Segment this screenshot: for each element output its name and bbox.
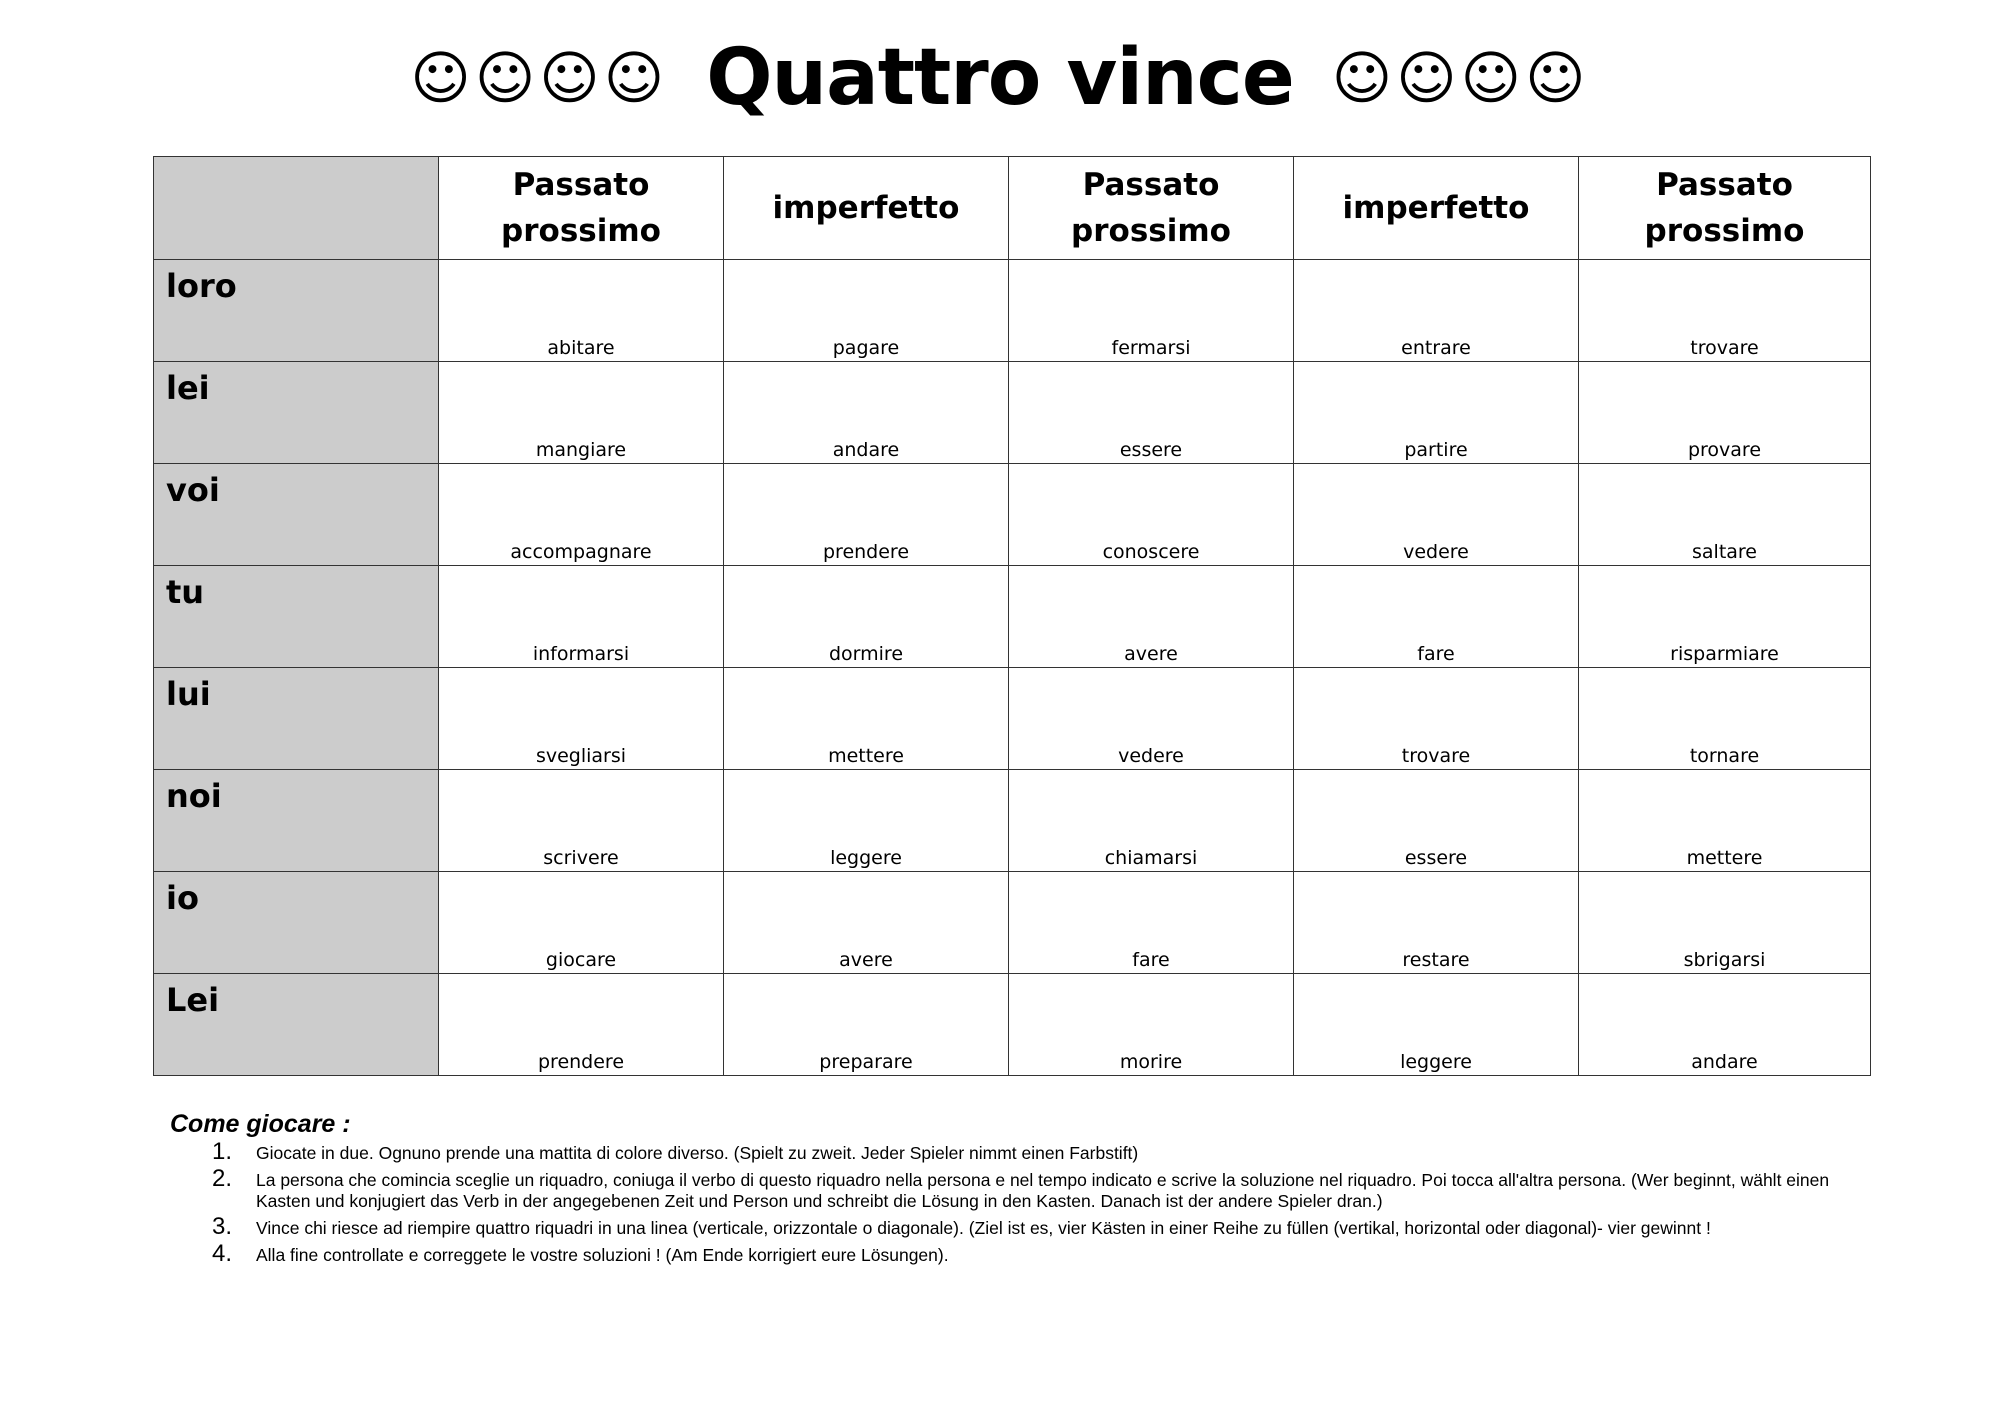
person-label: lui bbox=[166, 675, 211, 713]
verb-label: essere bbox=[1119, 439, 1183, 461]
verb-label: leggere bbox=[830, 847, 902, 869]
game-grid bbox=[153, 156, 1871, 1076]
verb-label: fare bbox=[1132, 949, 1170, 971]
person-label: voi bbox=[166, 471, 220, 509]
verb-label: abitare bbox=[547, 337, 615, 359]
verb-cell[interactable] bbox=[1579, 362, 1871, 464]
verb-cell[interactable] bbox=[724, 260, 1009, 362]
grid-row-loro bbox=[154, 260, 1871, 362]
verb-label: tornare bbox=[1689, 745, 1760, 767]
verb-cell[interactable] bbox=[1579, 260, 1871, 362]
verb-cell[interactable] bbox=[1579, 668, 1871, 770]
person-label: Lei bbox=[166, 981, 220, 1019]
verb-label: mangiare bbox=[535, 439, 627, 461]
instructions bbox=[170, 1107, 1880, 1272]
verb-label: leggere bbox=[1400, 1051, 1472, 1073]
corner-cell bbox=[154, 157, 439, 260]
grid-row-tu bbox=[154, 566, 1871, 668]
verb-label: partire bbox=[1404, 439, 1468, 461]
person-label: loro bbox=[166, 267, 237, 305]
instruction-text: Alla fine controllate e correggete le vostre soluzioni ! (Am Ende korrigiert eure Lösungen). bbox=[256, 1245, 949, 1265]
verb-cell[interactable] bbox=[439, 362, 724, 464]
grid-row-voi bbox=[154, 464, 1871, 566]
verb-cell[interactable] bbox=[1009, 260, 1294, 362]
verb-label: vedere bbox=[1403, 541, 1469, 563]
person-label: tu bbox=[166, 573, 205, 611]
verb-cell[interactable] bbox=[724, 362, 1009, 464]
tense-header: imperfetto bbox=[724, 157, 1009, 260]
instruction-item bbox=[170, 1165, 1880, 1212]
person-cell bbox=[154, 872, 439, 974]
tense-header: Passato prossimo bbox=[1009, 157, 1294, 260]
verb-label: pagare bbox=[832, 337, 900, 359]
instruction-number: 1. bbox=[212, 1138, 233, 1165]
verb-label: provare bbox=[1687, 439, 1762, 461]
instruction-number: 3. bbox=[212, 1213, 233, 1240]
instruction-text: La persona che comincia sceglie un riquadro, coniuga il verbo di questo riquadro nella persona e nel tempo indicato e scrive la soluzione nel riquadro. Poi tocca all'altra persona. (Wer beginnt, wählt einen Kasten und konjugiert das Verb in der angegebenen Zeit und Person und schreibt die Lösung in den Kasten. Danach ist der andere Spieler dran.) bbox=[256, 1170, 1830, 1211]
verb-cell[interactable] bbox=[1009, 566, 1294, 668]
verb-label: informarsi bbox=[532, 643, 630, 665]
verb-label: trovare bbox=[1690, 337, 1759, 359]
title-text: Quattro vince bbox=[706, 33, 1294, 123]
instructions-heading: Come giocare : bbox=[170, 1110, 351, 1138]
verb-label: mettere bbox=[828, 745, 904, 767]
verb-cell[interactable] bbox=[439, 464, 724, 566]
person-label: lei bbox=[166, 369, 210, 407]
verb-cell[interactable] bbox=[1009, 770, 1294, 872]
verb-label: restare bbox=[1402, 949, 1470, 971]
verb-label: saltare bbox=[1692, 541, 1757, 563]
header-row bbox=[154, 157, 1871, 260]
verb-label: andare bbox=[832, 439, 900, 461]
verb-cell[interactable] bbox=[724, 872, 1009, 974]
verb-cell[interactable] bbox=[439, 872, 724, 974]
verb-label: scrivere bbox=[543, 847, 619, 869]
instruction-text: Giocate in due. Ognuno prende una mattita di colore diverso. (Spielt zu zweit. Jeder Spieler nimmt einen Farbstift) bbox=[256, 1143, 1139, 1163]
instructions-list bbox=[170, 1138, 1880, 1267]
grid-row-Lei bbox=[154, 974, 1871, 1076]
verb-label: fare bbox=[1417, 643, 1455, 665]
verb-cell[interactable] bbox=[1579, 872, 1871, 974]
verb-label: morire bbox=[1119, 1051, 1183, 1073]
verb-label: prendere bbox=[537, 1051, 625, 1073]
person-cell bbox=[154, 566, 439, 668]
instruction-item bbox=[170, 1138, 1880, 1165]
grid-row-lei bbox=[154, 362, 1871, 464]
verb-cell[interactable] bbox=[724, 566, 1009, 668]
verb-label: chiamarsi bbox=[1104, 847, 1198, 869]
verb-label: entrare bbox=[1401, 337, 1471, 359]
verb-cell[interactable] bbox=[1294, 464, 1579, 566]
person-cell bbox=[154, 362, 439, 464]
tense-header: imperfetto bbox=[1294, 157, 1579, 260]
verb-cell[interactable] bbox=[724, 464, 1009, 566]
verb-cell[interactable] bbox=[724, 668, 1009, 770]
instruction-item bbox=[170, 1213, 1880, 1240]
grid-row-noi bbox=[154, 770, 1871, 872]
verb-cell[interactable] bbox=[1009, 464, 1294, 566]
verb-label: mettere bbox=[1686, 847, 1763, 869]
verb-label: dormire bbox=[828, 643, 904, 665]
verb-label: accompagnare bbox=[510, 541, 652, 563]
instruction-number: 4. bbox=[212, 1240, 233, 1267]
verb-cell[interactable] bbox=[1009, 872, 1294, 974]
verb-cell[interactable] bbox=[439, 668, 724, 770]
instruction-text: Vince chi riesce ad riempire quattro riquadri in una linea (verticale, orizzontale o diagonale). (Ziel ist es, vier Kästen in einer Reihe zu füllen (vertikal, horizontal oder diagonal)- vier gewinnt ! bbox=[256, 1218, 1711, 1238]
person-cell bbox=[154, 770, 439, 872]
verb-cell[interactable] bbox=[1009, 362, 1294, 464]
verb-cell[interactable] bbox=[1579, 770, 1871, 872]
verb-cell[interactable] bbox=[724, 974, 1009, 1076]
person-cell bbox=[154, 464, 439, 566]
verb-cell[interactable] bbox=[1294, 566, 1579, 668]
tense-header: Passato prossimo bbox=[439, 157, 724, 260]
verb-label: fermarsi bbox=[1111, 337, 1191, 359]
verb-label: risparmiare bbox=[1670, 643, 1779, 665]
verb-label: giocare bbox=[545, 949, 617, 971]
instruction-item bbox=[170, 1240, 1880, 1267]
verb-cell[interactable] bbox=[1294, 260, 1579, 362]
verb-label: avere bbox=[839, 949, 893, 971]
person-cell bbox=[154, 974, 439, 1076]
verb-cell[interactable] bbox=[1294, 770, 1579, 872]
verb-label: svegliarsi bbox=[535, 745, 627, 767]
verb-label: vedere bbox=[1118, 745, 1184, 767]
verb-cell[interactable] bbox=[439, 770, 724, 872]
verb-label: andare bbox=[1691, 1051, 1758, 1073]
grid-row-lui bbox=[154, 668, 1871, 770]
verb-cell[interactable] bbox=[724, 770, 1009, 872]
verb-cell[interactable] bbox=[1294, 974, 1579, 1076]
verb-cell[interactable] bbox=[1009, 974, 1294, 1076]
verb-label: conoscere bbox=[1102, 541, 1200, 563]
verb-cell[interactable] bbox=[1009, 668, 1294, 770]
verb-label: sbrigarsi bbox=[1683, 949, 1766, 971]
verb-cell[interactable] bbox=[1294, 872, 1579, 974]
verb-label: trovare bbox=[1401, 745, 1471, 767]
grid-row-io bbox=[154, 872, 1871, 974]
verb-cell[interactable] bbox=[1579, 974, 1871, 1076]
person-cell bbox=[154, 668, 439, 770]
verb-label: preparare bbox=[819, 1051, 913, 1073]
smiley-icons-left: ☺☺☺☺ bbox=[410, 44, 669, 112]
verb-cell[interactable] bbox=[439, 566, 724, 668]
verb-cell[interactable] bbox=[1294, 362, 1579, 464]
person-label: io bbox=[166, 879, 199, 917]
instruction-number: 2. bbox=[212, 1165, 233, 1192]
verb-cell[interactable] bbox=[1294, 668, 1579, 770]
verb-label: avere bbox=[1124, 643, 1178, 665]
verb-cell[interactable] bbox=[439, 974, 724, 1076]
verb-cell[interactable] bbox=[1579, 566, 1871, 668]
verb-cell[interactable] bbox=[439, 260, 724, 362]
verb-label: prendere bbox=[822, 541, 910, 563]
page-title bbox=[0, 28, 2000, 128]
verb-cell[interactable] bbox=[1579, 464, 1871, 566]
person-label: noi bbox=[166, 777, 222, 815]
tense-header: Passato prossimo bbox=[1579, 157, 1871, 260]
person-cell bbox=[154, 260, 439, 362]
smiley-icons-right: ☺☺☺☺ bbox=[1331, 44, 1590, 112]
verb-label: essere bbox=[1404, 847, 1468, 869]
